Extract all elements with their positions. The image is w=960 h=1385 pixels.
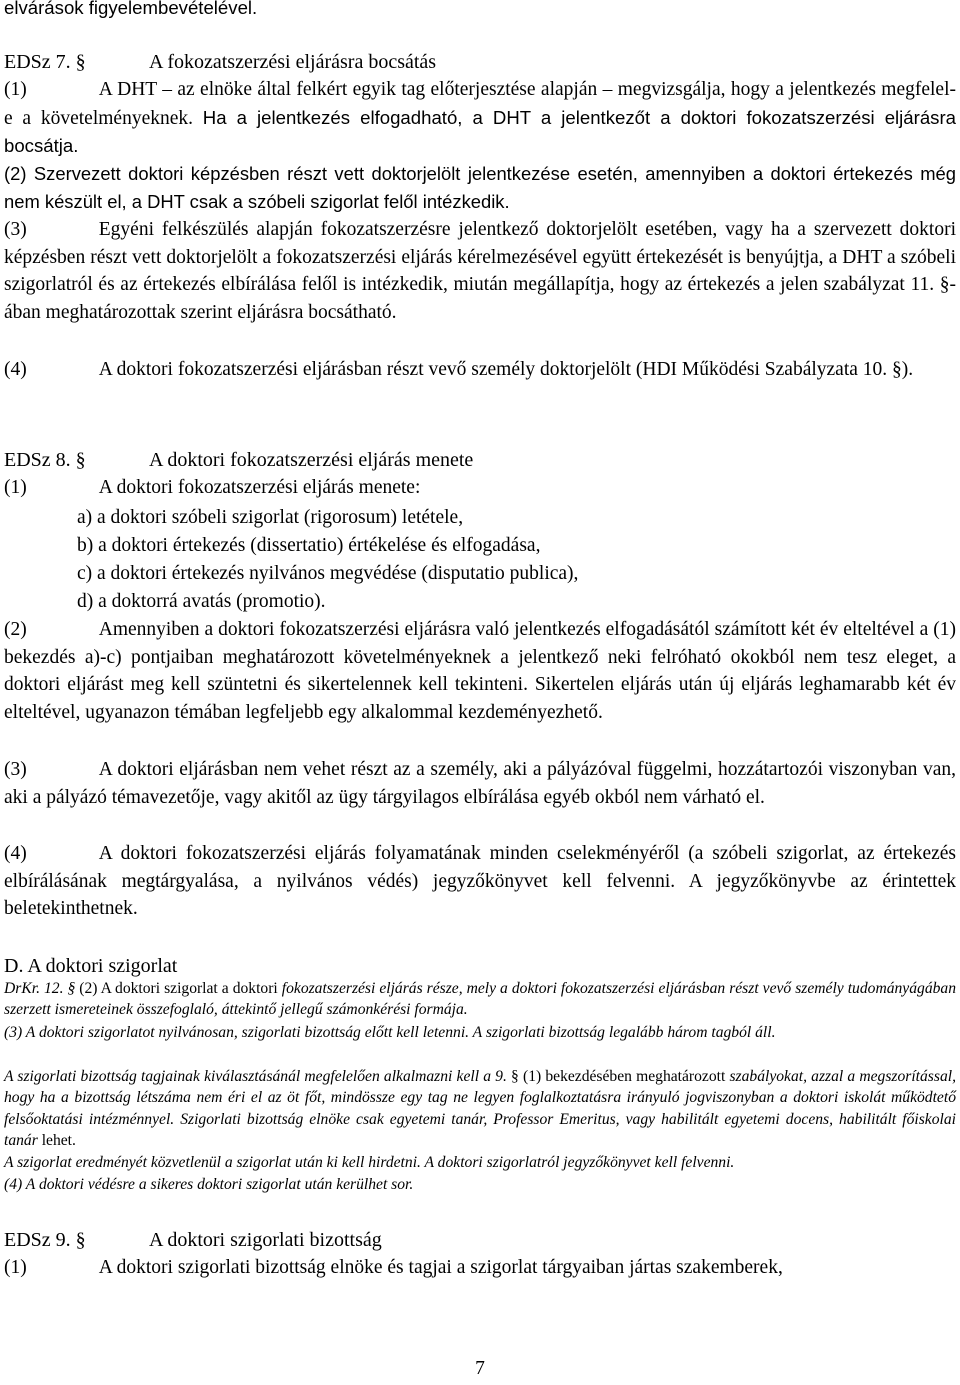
section-8-paragraph-1: (1) A doktori fokozatszerzési eljárás menete: [4, 477, 421, 498]
section-7-heading: EDSz 7. § A fokozatszerzési eljárásra bocsátás [4, 51, 437, 73]
drkr-paragraph-2: DrKr. 12. § (2) A doktori szigorlat a doktori fokozatszerzési eljárás része, mely a doktori fokozatszerzési eljárásban részt vevő személy tudományágában szerzett ismereteinek összefoglaló, áttekintő jellegű számonkérési formája. [4, 980, 957, 1019]
list-item: b) a doktori értekezés (dissertatio) értékelése és elfogadása, [77, 535, 541, 556]
drkr-paragraph-3: (3) A doktori szigorlatot nyilvánosan, szigorlati bizottság előtt kell letenni. A szigorlati bizottság legalább három tagból áll. [4, 1024, 776, 1041]
section-d-heading: D. A doktori szigorlat [4, 955, 178, 977]
section-7-paragraph-4: (4) A doktori fokozatszerzési eljárásban részt vevő személy doktorjelölt (HDI Működési Szabályzata 10. §). [4, 359, 914, 380]
section-8-heading: EDSz 8. § A doktori fokozatszerzési eljárás menete [4, 449, 474, 471]
section-8-paragraph-4: (4) A doktori fokozatszerzési eljárás folyamatának minden cselekményéről (a szóbeli szigorlat, az értekezés elbírálásának megtárgyalása, a nyilvános védés) jegyzőkönyvet kell felvenni. A jegyzőkönyvbe az érintettek beletekinthetnek. [4, 843, 956, 920]
section-7-paragraph-3: (3) Egyéni felkészülés alapján fokozatszerzésre jelentkező doktorjelölt esetében, vagy ha a szervezett doktori képzésben részt vett doktorjelölt a fokozatszerzési eljárás kérelmezésével együtt értekezését is benyújtja, a DHT a szóbeli szigorlatról és az értekezés elbírálása felől is intézkedik, miután megállapítja, hogy az értekezés a jelen szabályzat 11. §-ában meghatározottak szerint eljárásra bocsátható. [4, 219, 956, 323]
drkr-paragraph-4: A szigorlati bizottság tagjainak kiválasztásánál megfelelően alkalmazni kell a 9. § (1) bekezdésében meghatározott szabályokat, azzal a megszorítással, hogy ha a bizottság létszáma nem éri el az öt főt, mindössze egy tag ne legyen foglalkoztatásra irányuló jogviszonyban a doktori iskolát működtető felsőoktatási intézménnyel. Szigorlati bizottság elnöke csak egyetemi tanár, Professor Emeritus, vagy habilitált egyetemi docens, habilitált főiskolai tanár lehet. [4, 1068, 956, 1150]
list-item: a) a doktori szóbeli szigorlat (rigorosum) letétele, [77, 507, 464, 528]
section-8-paragraph-2: (2) Amennyiben a doktori fokozatszerzési eljárásra való jelentkezés elfogadásától számított két év elteltével a (1) bekezdés a)-c) pontjaiban meghatározott követelményeknek a jelentkező neki felróható okokból nem tesz eleget, a doktori eljárást meg kell szüntetni és sikertelennek kell tekinteni. Sikertelen eljárás után új eljárás leghamarabb két év elteltével, ugyanazon témában legfeljebb egy alkalommal kezdeményezhető. [4, 619, 956, 723]
page-number: 7 [475, 1358, 485, 1379]
section-9-paragraph-1: (1) A doktori szigorlati bizottság elnöke és tagjai a szigorlat tárgyaiban jártas szakemberek, [4, 1257, 783, 1278]
top-line: elvárások figyelembevételével. [4, 0, 258, 18]
section-8-paragraph-3: (3) A doktori eljárásban nem vehet részt az a személy, aki a pályázóval függelmi, hozzátartozói viszonyban van, aki a pályázó témavezetője, vagy akitől az ügy tárgyilagos elbírálása egyéb okból nem várható el. [4, 759, 956, 808]
list-item: d) a doktorrá avatás (promotio). [77, 591, 326, 612]
list-item: c) a doktori értekezés nyilvános megvédése (disputatio publica), [77, 563, 579, 584]
section-9-heading: EDSz 9. § A doktori szigorlati bizottság [4, 1229, 382, 1251]
section-7-paragraph-1: (1) A DHT – az elnöke által felkért egyik tag előterjesztése alapján – megvizsgálja, hogy a jelentkezés megfelel-e a követelményeknek. Ha a jelentkezés elfogadható, a DHT a jelentkezőt a doktori fokozatszerzési eljárásra bocsátja. [4, 79, 957, 157]
drkr-paragraph-6: (4) A doktori védésre a sikeres doktori szigorlat után kerülhet sor. [4, 1176, 414, 1193]
section-7-paragraph-2: (2) Szervezett doktori képzésben részt vett doktorjelölt jelentkezése esetén, amennyiben a doktori értekezés még nem készült el, a DHT csak a szóbeli szigorlat felől intézkedik. [4, 163, 956, 212]
drkr-paragraph-5: A szigorlat eredményét közvetlenül a szigorlat után ki kell hirdetni. A doktori szigorlatról jegyzőkönyvet kell felvenni. [4, 1154, 735, 1171]
